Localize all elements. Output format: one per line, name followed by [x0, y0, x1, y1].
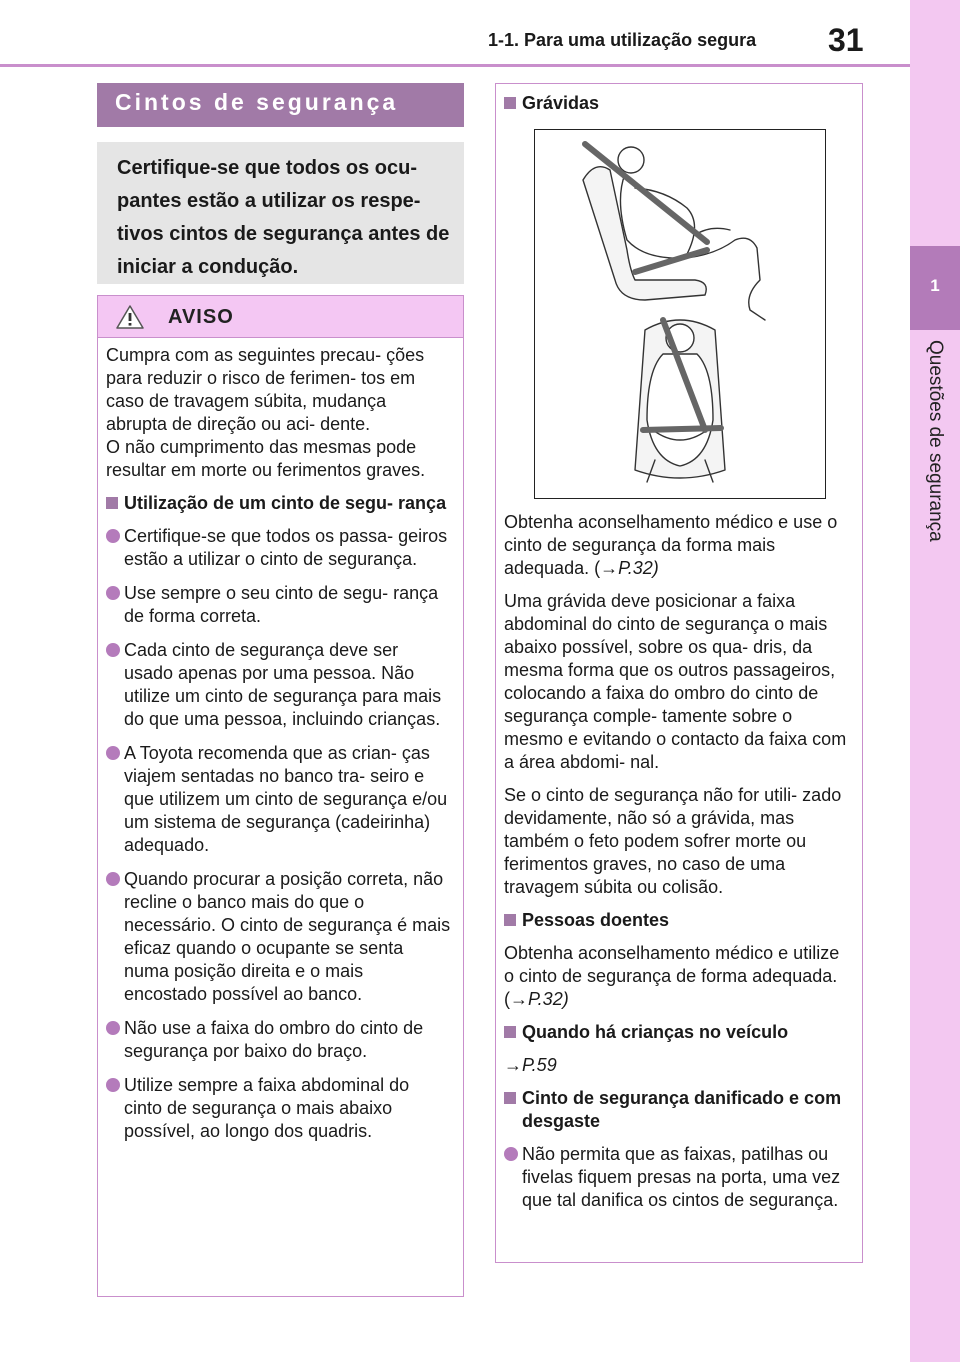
warning-triangle-icon [116, 305, 144, 329]
warning-bullet: Use sempre o seu cinto de segu- rança de forma correta. [106, 582, 451, 628]
children-heading: Quando há crianças no veículo [504, 1021, 852, 1044]
intro-text: Certifique-se que todos os ocu- pantes estão a utilizar os respe- tivos cintos de segurança antes de iniciar a condução. [117, 157, 450, 278]
damaged-heading: Cinto de segurança danificado e com desgaste [504, 1087, 852, 1133]
pregnant-seatbelt-illustration [534, 129, 826, 499]
ill-heading: Pessoas doentes [504, 909, 852, 932]
warning-intro [106, 344, 451, 482]
page-reference-link[interactable]: →P.32) [600, 558, 659, 578]
warning-intro-text-2: O não cumprimento das mesmas pode resultar em morte ou ferimentos graves. [106, 437, 426, 480]
illustration-svg [535, 130, 825, 498]
pregnant-paragraph-3: Se o cinto de segurança não for utili- zado devidamente, não só a grávida, mas também o feto podem sofrer morte ou ferimentos graves, no caso de uma travagem súbita ou colisão. [504, 785, 842, 897]
header-rule [0, 64, 910, 67]
header-title: 1-1. Para uma utilização segura [488, 30, 757, 50]
warning-bullet: Certifique-se que todos os passa- geiros estão a utilizar o cinto de segurança. [106, 525, 451, 571]
side-tab-number: 1 [930, 276, 940, 295]
pregnant-heading: Grávidas [504, 92, 852, 115]
pregnant-paragraph-1 [504, 511, 852, 580]
pregnant-paragraph-2: Uma grávida deve posicionar a faixa abdominal do cinto de segurança o mais abaixo possível, sobre os qua- dris, da mesma forma que os outros passageiros, colocando a faixa do ombro do cinto de segurança comple- tamente sobre o mesmo e evitando o contacto da faixa com a área abdomi- nal. [504, 591, 847, 772]
warning-title: AVISO [168, 306, 234, 328]
side-tab-band [910, 0, 960, 1362]
page-reference-link[interactable]: →P.32) [510, 989, 569, 1009]
section-title: Cintos de segurança [97, 83, 464, 127]
side-tab-label: Questões de segurança [925, 340, 946, 542]
warning-box [97, 295, 464, 1297]
ill-paragraph [504, 942, 852, 1011]
page-number: 31 [828, 22, 864, 58]
right-column-box [495, 83, 863, 1263]
pregnant-paragraph-1-text: Obtenha aconselhamento médico e use o cinto de segurança da forma mais adequada. ( [504, 512, 838, 578]
warning-intro-text: Cumpra com as seguintes precau- ções para reduzir o risco de ferimen- tos em caso de travagem súbita, mudança abrupta de direção ou aci- dente. [106, 345, 425, 434]
warning-subheading: Utilização de um cinto de segu- rança [106, 492, 451, 515]
page-reference-link[interactable]: →P.59 [504, 1055, 557, 1075]
intro-box [97, 142, 464, 284]
warning-body [98, 338, 463, 1143]
warning-bullet: Quando procurar a posição correta, não recline o banco mais do que o necessário. O cinto de segurança é mais eficaz quando o ocupante se senta numa posição direita e o mais encostado possível ao banco. [106, 868, 451, 1006]
warning-bullet: Cada cinto de segurança deve ser usado apenas por uma pessoa. Não utilize um cinto de segurança para mais do que uma pessoa, incluindo crianças. [106, 639, 451, 731]
warning-bullet: Não use a faixa do ombro do cinto de segurança por baixo do braço. [106, 1017, 451, 1063]
warning-bullet: A Toyota recomenda que as crian- ças viajem sentadas no banco tra- seiro e que utilizem um cinto de segurança e/ou um sistema de segurança (cadeirinha) adequado. [106, 742, 451, 857]
warning-header [98, 296, 463, 338]
ill-paragraph-text: Obtenha aconselhamento médico e utilize o cinto de segurança de forma adequada. ( [504, 943, 840, 1009]
warning-bullet: Utilize sempre a faixa abdominal do cinto de segurança o mais abaixo possível, ao longo dos quadris. [106, 1074, 451, 1143]
damaged-bullet: Não permita que as faixas, patilhas ou fivelas fiquem presas na porta, uma vez que tal danifica os cintos de segurança. [504, 1143, 852, 1212]
